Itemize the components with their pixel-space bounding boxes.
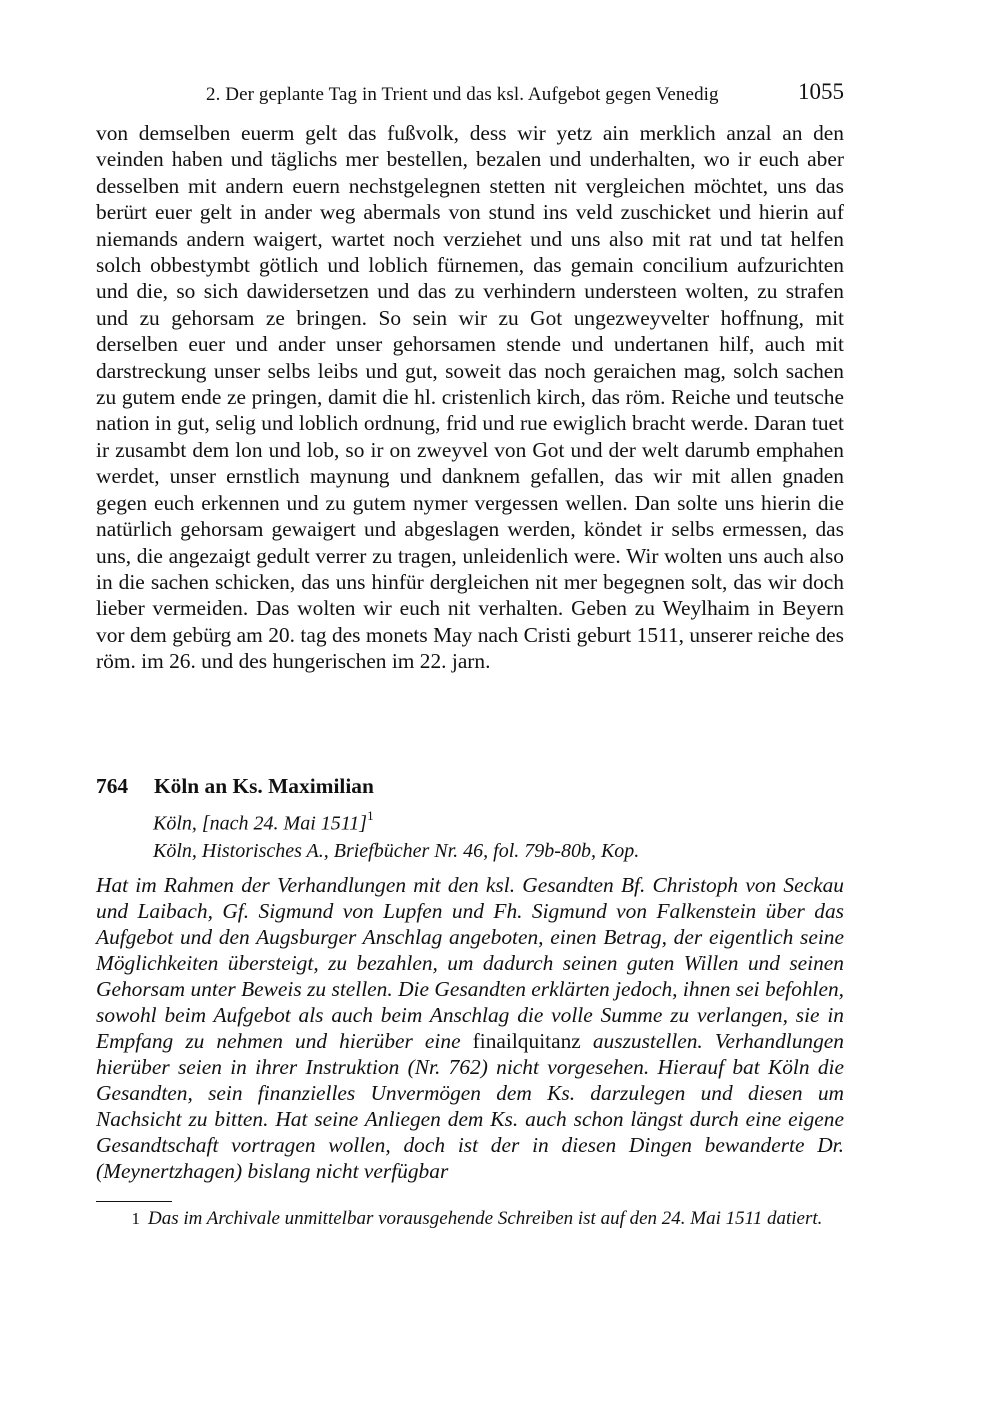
document-source: Köln, Historisches A., Briefbücher Nr. 46, fol. 79b-80b, Kop. xyxy=(153,840,640,862)
document-date xyxy=(153,805,374,837)
document-number: 764 xyxy=(96,774,129,798)
summary-term: finailquitanz xyxy=(472,1029,581,1053)
footnote-rule xyxy=(96,1201,172,1202)
running-title: 2. Der geplante Tag in Trient und das ksl. Aufgebot gegen Venedig xyxy=(206,84,719,105)
footnote-text: Das im Archivale unmittelbar vorausgehende Schreiben ist auf den 24. Mai 1511 datiert. xyxy=(148,1208,823,1229)
document-heading xyxy=(96,772,844,800)
document-title: Köln an Ks. Maximilian xyxy=(154,774,374,798)
footnote xyxy=(96,1207,844,1230)
page-number: 1055 xyxy=(798,79,844,104)
body-text: von demselben euerm gelt das fußvolk, dess wir yetz ain merklich anzal an den veinden haben und täglichs mer bestellen, bezalen und underhalten, wo ir euch aber desselben mit andern euern nechstgelegnen stetten nit vergleichen möchtet, uns das berürt euer gelt in ander weg abermals von stund ins veld zuschicket und hierin auf niemands andern waigert, wartet noch verziehet und uns also mit rat und tat helfen solch obbestymbt götlich und loblich fürnemen, das gemain concilium aufzurichten und die, so sich dawidersetzen und das zu verhindern understeen wolten, zu strafen und zu gehorsam ze bringen. So sein wir zu Got ungezweyvelter hoffnung, mit derselben euer und ander unser gehorsamen stende und undertanen hilf, auch mit darstreckung unser selbs leibs und gut, soweit das noch geraichen mag, solch sachen zu gutem ende ze pringen, damit die hl. cristenlich kirch, das röm. Reiche und teutsche nation in gut, selig und loblich ordnung, frid und rue ewiglich bracht werde. Daran tuet ir zusambt dem lon und lob, so ir on zweyvel von Got und der welt darumb emphahen werdet, unser ernstlich maynung und danknem gefallen, das wir mit allen gnaden gegen euch erkennen und zu gutem nymer vergessen wellen. Dan solte uns hierin die natürlich gehorsam gewaigert und abgeslagen werden, köndet ir selbs ermessen, das uns, die angezaigt gedult verrer zu tragen, unleidenlich were. Wir wolten uns auch also in die sachen schicken, das uns hinfür dergleichen nit mer begegnen solt, das wir doch lieber vermeiden. Das wolten wir euch nit verhalten. Geben zu Weylhaim in Beyern vor dem gebürg am 20. tag des monets May nach Cristi geburt 1511, unserer reiche des röm. im 26. und des hungerischen im 22. jarn. xyxy=(96,121,844,674)
summary-part-1: Hat im Rahmen der Verhandlungen mit den ksl. Gesandten Bf. Christoph von Seckau und Laibach, Gf. Sigmund von Lupfen und Fh. Sigmund von Falkenstein über das Aufgebot und den Augsburger Anschlag angeboten, einen Betrag, der eigentlich seine Möglichkeiten übersteigt, zu bezahlen, um dadurch seinen guten Willen und seinen Gehorsam unter Beweis zu stellen. Die Gesandten erklärten jedoch, ihnen sei befohlen, sowohl beim Aufgebot als auch beim Anschlag die volle Summe zu verlangen, sie in Empfang zu nehmen und hierüber eine xyxy=(96,873,844,1053)
summary-part-2: auszustellen. Verhandlungen hierüber seien in ihrer Instruktion (Nr. 762) nicht vorgesehen. Hierauf bat Köln die Gesandten, sein finanzielles Unvermögen dem Ks. darzulegen und diesen um Nachsicht zu bitten. Hat seine Anliegen dem Ks. auch schon längst durch eine eigene Gesandtschaft vortragen wollen, doch ist der in diesen Dingen bewanderte Dr. (Meynertzhagen) bislang nicht verfügbar xyxy=(96,1029,844,1183)
document-summary xyxy=(96,872,844,1184)
document-date-text: Köln, [nach 24. Mai 1511] xyxy=(153,812,368,835)
running-head xyxy=(96,80,844,108)
footnote-ref[interactable]: 1 xyxy=(367,808,374,823)
footnote-marker: 1 xyxy=(131,1209,140,1228)
